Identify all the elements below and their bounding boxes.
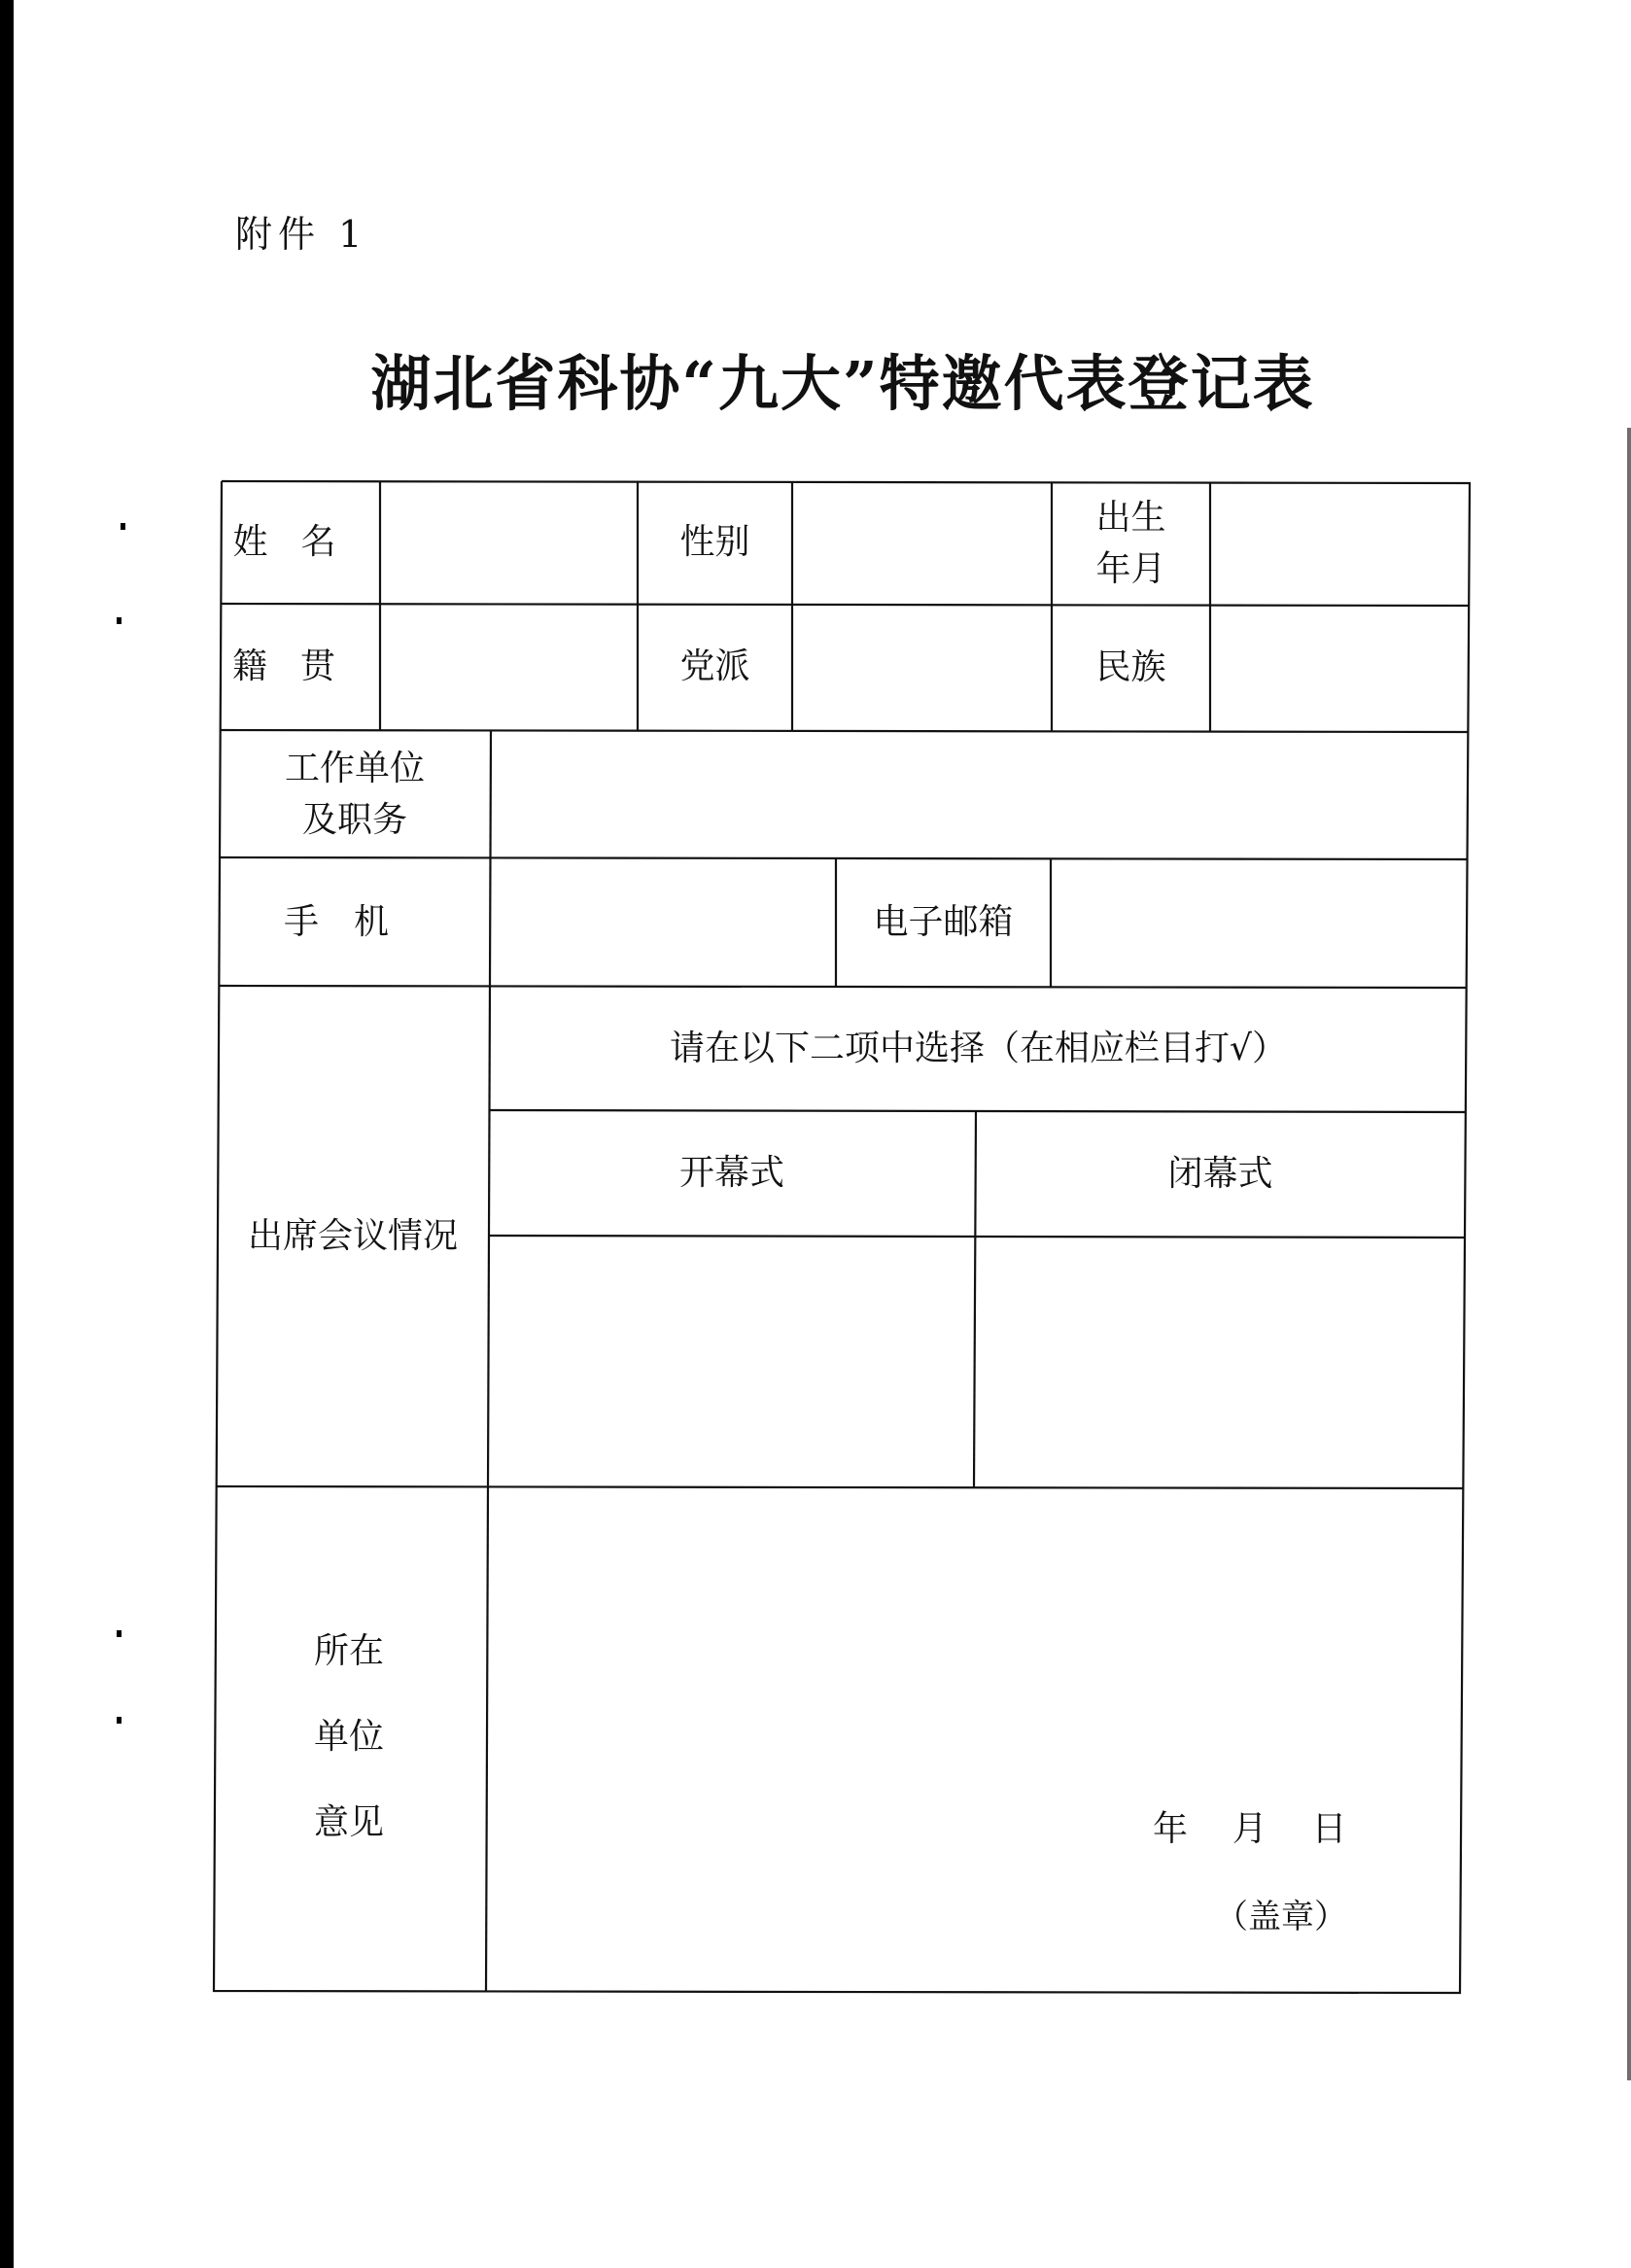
attendance-label: 出席会议情况 [247, 1216, 458, 1257]
email-field[interactable] [1052, 860, 1467, 987]
unit-opinion-label-line3: 意见 [313, 1802, 384, 1842]
attachment-label: 附件 1 [235, 213, 368, 256]
name-label: 姓名 [232, 522, 369, 563]
attendance-instruction: 请在以下二项中选择（在相应栏目打√） [670, 1028, 1287, 1068]
unit-opinion-label [214, 1623, 484, 1880]
work-unit-label-line1: 工作单位 [284, 749, 425, 789]
opening-ceremony-checkbox-cell[interactable] [490, 1238, 974, 1486]
email-label: 电子邮箱 [873, 901, 1014, 942]
birth-date-label [1052, 483, 1210, 605]
date-line: 年 月 日 [1153, 1809, 1347, 1849]
work-unit-field[interactable] [492, 732, 1468, 857]
name-field[interactable] [381, 483, 637, 603]
work-unit-label [220, 731, 490, 858]
seal-note: （盖章） [1215, 1898, 1347, 1937]
native-place-label: 籍贯 [231, 646, 368, 686]
native-place-field[interactable] [381, 605, 637, 729]
ethnicity-field[interactable] [1211, 606, 1469, 730]
work-unit-label-line2: 及职务 [301, 799, 407, 840]
unit-opinion-label-line1: 所在 [313, 1631, 384, 1671]
gender-field[interactable] [793, 483, 1051, 603]
closing-ceremony-checkbox-cell[interactable] [976, 1239, 1463, 1487]
party-field[interactable] [793, 605, 1051, 729]
mobile-field[interactable] [491, 859, 835, 986]
ethnicity-label: 民族 [1095, 646, 1166, 687]
gender-label: 性别 [679, 522, 750, 563]
birth-date-field[interactable] [1211, 484, 1469, 604]
birth-date-label-line2: 年月 [1095, 548, 1166, 589]
birth-date-label-line1: 出生 [1095, 498, 1166, 539]
opening-ceremony-label: 开幕式 [678, 1153, 784, 1194]
closing-ceremony-label: 闭幕式 [1167, 1154, 1273, 1195]
mobile-label: 手机 [283, 901, 424, 942]
party-label: 党派 [679, 646, 750, 686]
unit-opinion-label-line2: 单位 [313, 1717, 384, 1757]
form-title-text: 湖北省科协“九大”特邀代表登记表 [370, 348, 1315, 419]
